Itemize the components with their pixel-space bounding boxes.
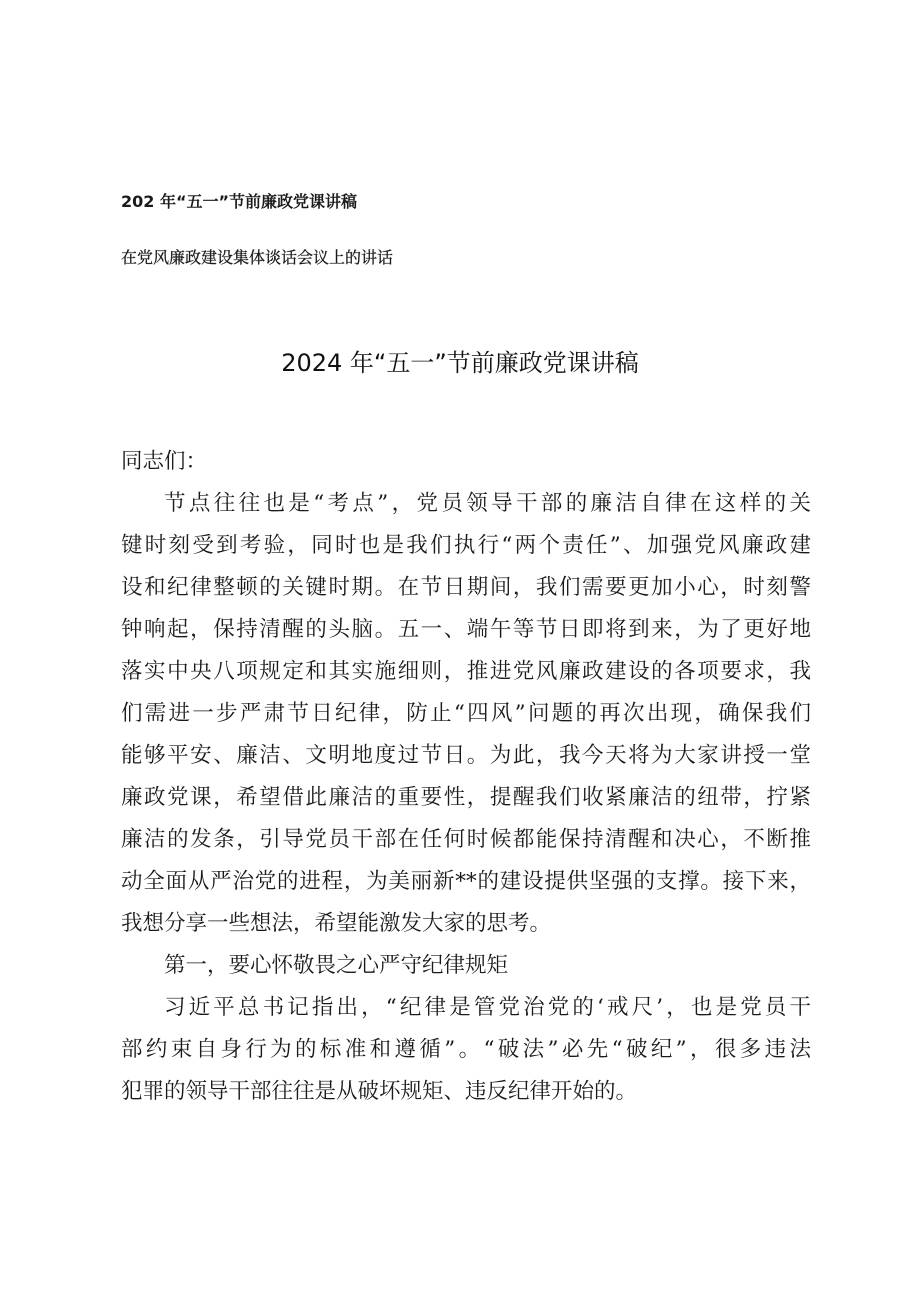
paragraph-1-line: 动全面从严治党的进程，为美丽新**的建设提供坚强的支撑。接下来， <box>121 869 811 894</box>
paragraph-1-line: 我想分享一些想法，希望能激发大家的思考。 <box>121 911 552 936</box>
paragraph-1-line: 设和纪律整顿的关键时期。在节日期间，我们需要更加小心，时刻警 <box>121 575 811 600</box>
document-title: 2024 年“五一”节前廉政党课讲稿 <box>281 349 639 377</box>
paragraph-1-line: 节点往往也是“考点”，党员领导干部的廉洁自律在这样的关 <box>164 491 811 516</box>
header-line-2: 在党风廉政建设集体谈话会议上的讲话 <box>121 248 394 267</box>
paragraph-1-line: 们需进一步严肃节日纪律，防止“四风”问题的再次出现，确保我们 <box>121 701 811 726</box>
paragraph-2-line: 部约束自身行为的标准和遵循”。“破法”必先“破纪”，很多违法 <box>121 1037 811 1062</box>
paragraph-2-line: 习近平总书记指出，“纪律是管党治党的‘戒尺’，也是党员干 <box>164 995 811 1020</box>
greeting: 同志们： <box>121 449 208 474</box>
paragraph-1-line: 廉政党课，希望借此廉洁的重要性，提醒我们收紧廉洁的纽带，拧紧 <box>121 785 811 810</box>
paragraph-1-line: 落实中央八项规定和其实施细则，推进党风廉政建设的各项要求，我 <box>121 659 811 684</box>
header-line-1: 202 年“五一”节前廉政党课讲稿 <box>121 192 358 211</box>
paragraph-1-line: 能够平安、廉洁、文明地度过节日。为此，我今天将为大家讲授一堂 <box>121 743 811 768</box>
paragraph-1-line: 钟响起，保持清醒的头脑。五一、端午等节日即将到来，为了更好地 <box>121 617 811 642</box>
paragraph-2-line: 犯罪的领导干部往往是从破坏规矩、违反纪律开始的。 <box>121 1079 638 1104</box>
paragraph-1-line: 键时刻受到考验，同时也是我们执行“两个责任”、加强党风廉政建 <box>121 533 811 558</box>
section-heading: 第一，要心怀敬畏之心严守纪律规矩 <box>164 953 509 978</box>
paragraph-1-line: 廉洁的发条，引导党员干部在任何时候都能保持清醒和决心，不断推 <box>121 827 811 852</box>
